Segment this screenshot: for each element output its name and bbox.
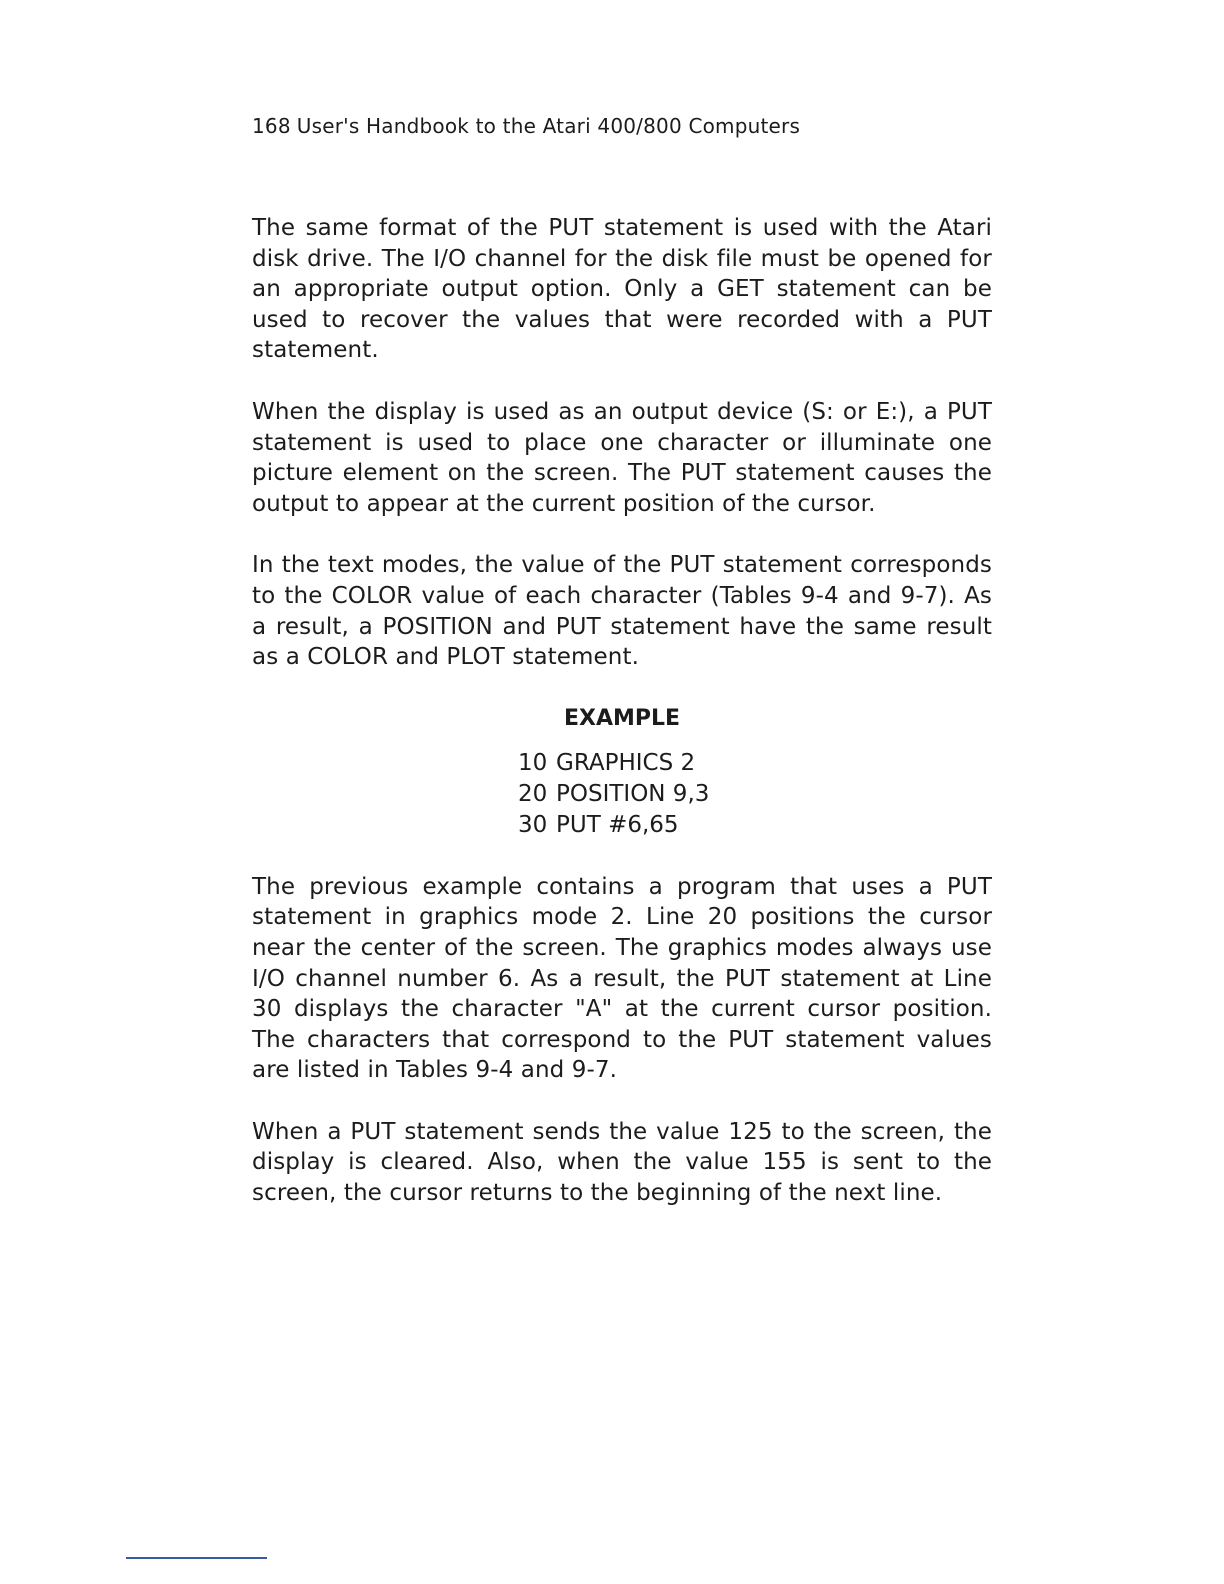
code-line-number: 20 [518, 780, 548, 807]
running-title: User's Handbook to the Atari 400/800 Computers [296, 114, 801, 138]
page-body [252, 213, 992, 1240]
code-line-number: 10 [518, 749, 548, 776]
paragraph-text-modes: In the text modes, the value of the PUT statement corresponds to the COLOR value of each character (Tables 9-4 and 9-7). As a result, a POSITION and PUT statement have the same result as a COLOR and PLOT statement. [252, 552, 992, 671]
code-line [518, 810, 992, 841]
code-line [518, 748, 992, 779]
paragraph-example-explanation: The previous example contains a program that uses a PUT statement in graphics mode 2. Line 20 positions the cursor near the center of the screen. The graphics modes always use I/O channel number 6. As a result, the PUT statement at Line 30 displays the character "A" at the current cursor position. The characters that correspond to the PUT statement values are listed in Tables 9-4 and 9-7. [252, 873, 992, 1084]
paragraph-disk-drive: The same format of the PUT statement is used with the Atari disk drive. The I/O channel for the disk file must be opened for an appropriate output option. Only a GET statement can be used to recover the values that were recorded with a PUT statement. [252, 215, 992, 364]
page-number: 168 [252, 114, 291, 138]
code-line [518, 779, 992, 810]
example-block [252, 704, 992, 841]
running-header [252, 112, 800, 140]
code-line-text: POSITION 9,3 [556, 780, 710, 807]
example-title: EXAMPLE [563, 705, 681, 731]
footer-rule [126, 1557, 267, 1559]
code-line-text: GRAPHICS 2 [556, 749, 696, 776]
code-line-number: 30 [518, 811, 548, 838]
paragraph-display-output: When the display is used as an output device (S: or E:), a PUT statement is used to place one character or illuminate one picture element on the screen. The PUT statement causes the output to appear at the current position of the cursor. [252, 398, 992, 517]
code-line-text: PUT #6,65 [556, 811, 679, 838]
paragraph-clear-display: When a PUT statement sends the value 125 to the screen, the display is cleared. Also, when the value 155 is sent to the screen, the cursor returns to the beginning of the next line. [252, 1118, 992, 1207]
